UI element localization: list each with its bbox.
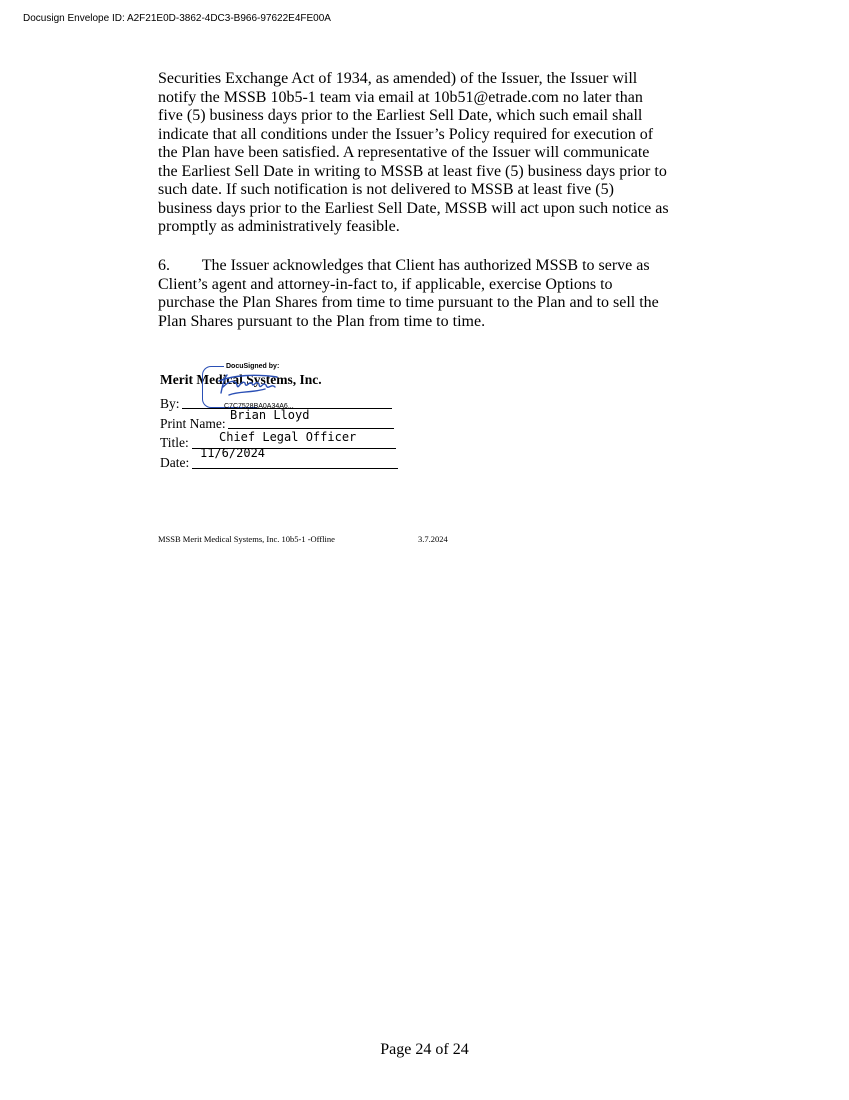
docusign-code: C7C7528BA0A34A6... xyxy=(224,403,294,410)
date-label: Date: xyxy=(160,455,190,470)
page-number: Page 24 of 24 xyxy=(380,1041,469,1058)
document-footer xyxy=(158,534,448,544)
paragraph-line: notify the MSSB 10b5-1 team via email at 10b51@etrade.com no later than xyxy=(158,88,643,106)
docusign-header: DocuSigned by: xyxy=(226,363,280,370)
envelope-id: Docusign Envelope ID: A2F21E0D-3862-4DC3-B966-97622E4FE00A xyxy=(23,13,331,24)
paragraph-line: such date. If such notification is not delivered to MSSB at least five (5) xyxy=(158,181,614,198)
handwritten-signature xyxy=(215,369,287,403)
date-value: 11/6/2024 xyxy=(200,446,266,460)
print-name-line xyxy=(228,428,394,429)
paragraph-line: purchase the Plan Shares from time to time pursuant to the Plan and to sell the xyxy=(158,294,659,311)
footer-doc-label: MSSB Merit Medical Systems, Inc. 10b5-1 -Offline xyxy=(158,534,335,544)
title-label: Title: xyxy=(160,435,189,450)
print-name-label: Print Name: xyxy=(160,416,226,431)
paragraph-line: Securities Exchange Act of 1934, as amended) of the Issuer, the Issuer will xyxy=(158,70,638,87)
section-6-paragraph xyxy=(158,257,698,331)
date-line xyxy=(192,468,398,469)
print-name-value: Brian Lloyd xyxy=(230,408,310,422)
company-name: Merit Medical Systems, Inc. xyxy=(160,372,322,387)
paragraph-line: the Earliest Sell Date in writing to MSSB at least five (5) business days prior to xyxy=(158,162,667,180)
paragraph-line: Client’s agent and attorney-in-fact to, if applicable, exercise Options to xyxy=(158,275,613,293)
paragraph-line: promptly as administratively feasible. xyxy=(158,218,400,235)
paragraph-line: indicate that all conditions under the Issuer’s Policy required for execution of xyxy=(158,125,654,143)
paragraph-line: 6. The Issuer acknowledges that Client has authorized MSSB to serve as xyxy=(158,257,650,274)
footer-version: 3.7.2024 xyxy=(418,534,448,544)
signature-block xyxy=(160,363,420,482)
title-value: Chief Legal Officer xyxy=(219,430,357,444)
paragraph-line: five (5) business days prior to the Earliest Sell Date, which such email shall xyxy=(158,107,643,124)
paragraph-line: Plan Shares pursuant to the Plan from time to time. xyxy=(158,312,486,330)
paragraph-continued xyxy=(158,70,698,237)
paragraph-line: business days prior to the Earliest Sell Date, MSSB will act upon such notice as xyxy=(158,199,669,217)
paragraph-line: the Plan have been satisfied. A representative of the Issuer will communicate xyxy=(158,144,650,161)
by-label: By: xyxy=(160,396,180,411)
